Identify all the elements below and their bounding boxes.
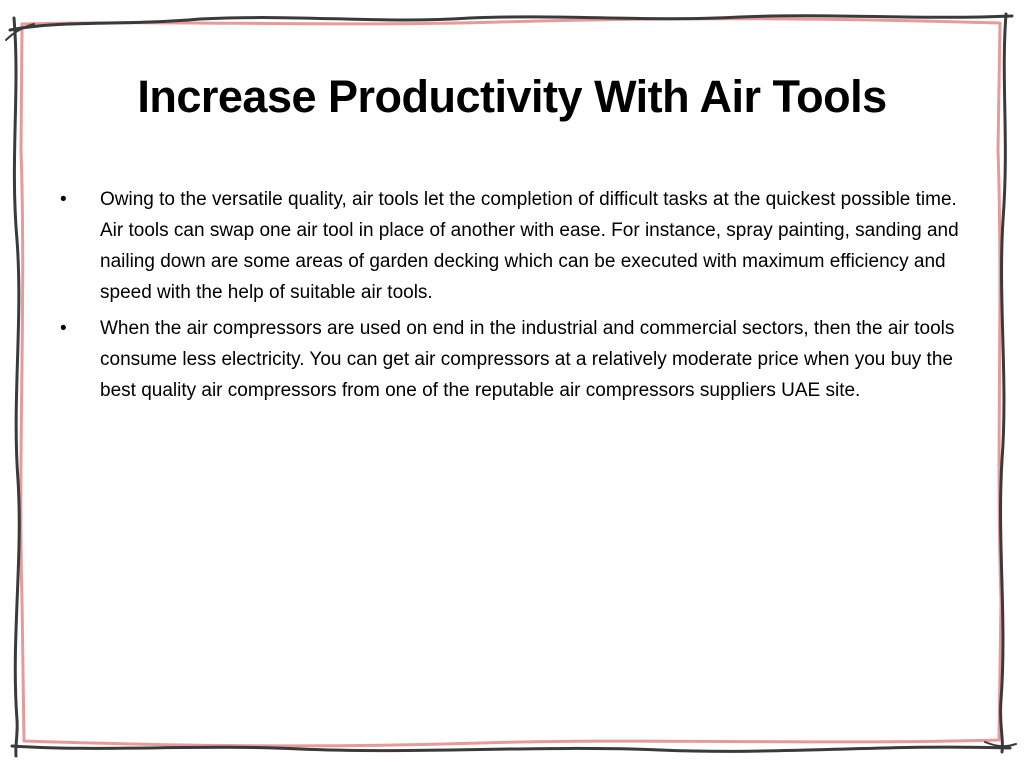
slide-title: Increase Productivity With Air Tools (137, 71, 887, 122)
border-dark-stroke-bottom (12, 746, 1010, 751)
list-item (58, 313, 970, 406)
list-item (58, 184, 970, 308)
bullet-text: Owing to the versatile quality, air tools let the completion of difficult tasks at the quickest possible time. Air tools can swap one air tool in place of another with ease. For instance, spray painting, sanding and nailing down are some areas of garden decking which can be executed with maximum efficiency and speed with the help of suitable air tools. (100, 189, 959, 303)
bullet-dot-icon: • (60, 189, 67, 210)
border-dark-stroke-left (14, 18, 19, 756)
bullet-dot-icon: • (60, 318, 67, 339)
border-flourish-bottom-right (985, 742, 1016, 746)
bullet-text: When the air compressors are used on end in the industrial and commercial sectors, then the air tools consume less electricity. You can get air compressors at a relatively moderate price when you buy the best quality air compressors from one of the reputable air compressors suppliers UAE site. (100, 318, 955, 401)
bullet-list (58, 184, 970, 411)
